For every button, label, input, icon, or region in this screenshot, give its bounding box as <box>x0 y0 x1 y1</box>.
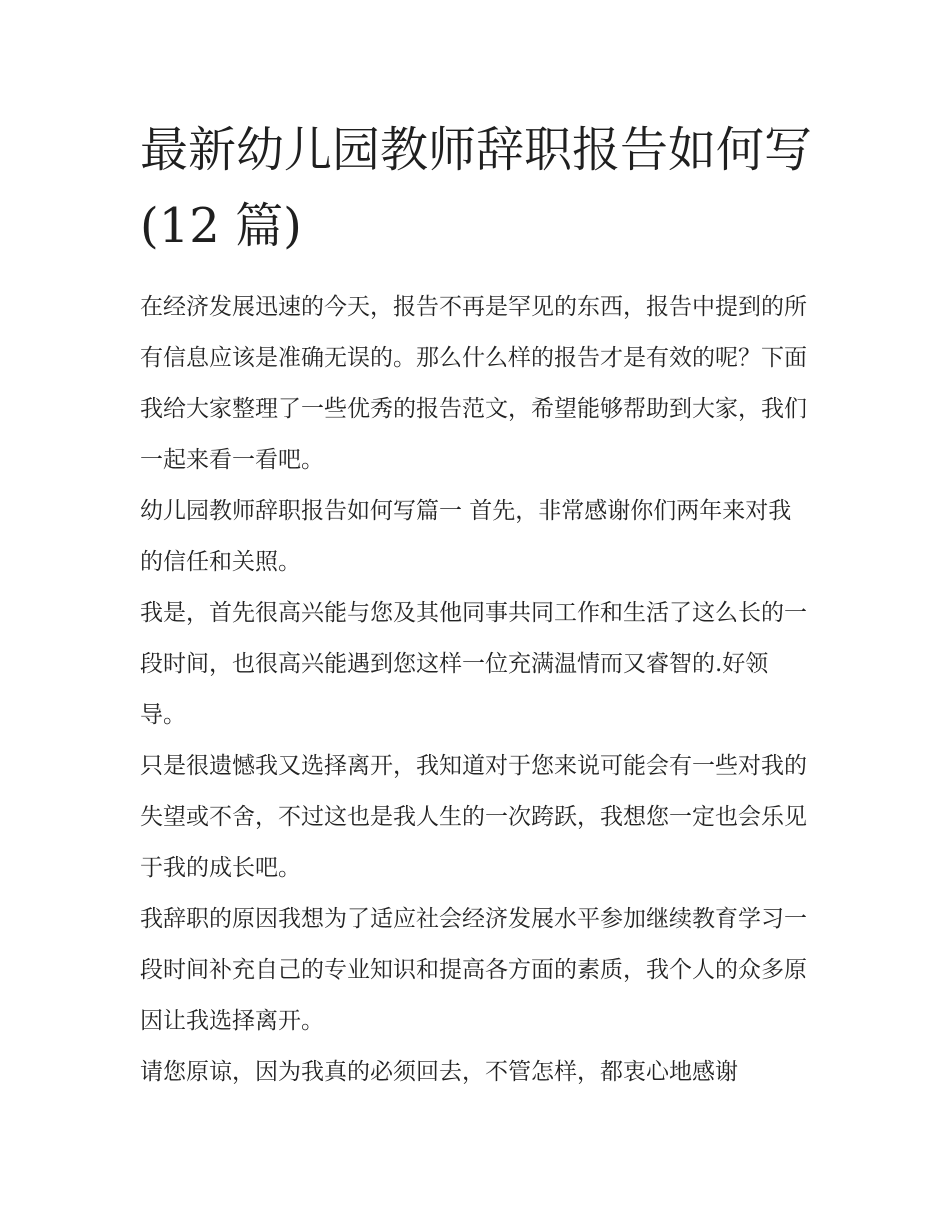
paragraph-reason: 我辞职的原因我想为了适应社会经济发展水平参加继续教育学习一段时间补充自己的专业知识和提高各方面的素质，我个人的众多原因让我选择离开。 <box>140 906 807 1034</box>
paragraph-colleagues: 我是，首先很高兴能与您及其他同事共同工作和生活了这么长的一段时间，也很高兴能遇到您这样一位充满温情而又睿智的.好领导。 <box>140 600 807 728</box>
paragraph-section-one: 幼儿园教师辞职报告如何写篇一 首先，非常感谢你们两年来对我的信任和关照。 <box>140 498 792 575</box>
paragraph-intro: 在经济发展迅速的今天，报告不再是罕见的东西，报告中提到的所有信息应该是准确无误的。那么什么样的报告才是有效的呢？下面我给大家整理了一些优秀的报告范文，希望能够帮助到大家，我们一起来看一看吧。 <box>140 294 807 473</box>
paragraph-regret: 只是很遗憾我又选择离开，我知道对于您来说可能会有一些对我的失望或不舍，不过这也是我人生的一次跨跃，我想您一定也会乐见于我的成长吧。 <box>140 753 807 881</box>
document-title: 最新幼儿园教师辞职报告如何写(12 篇) <box>140 122 813 254</box>
paragraph-apology: 请您原谅，因为我真的必须回去，不管怎样，都衷心地感谢 <box>140 1059 738 1085</box>
document-page <box>140 112 812 1098</box>
